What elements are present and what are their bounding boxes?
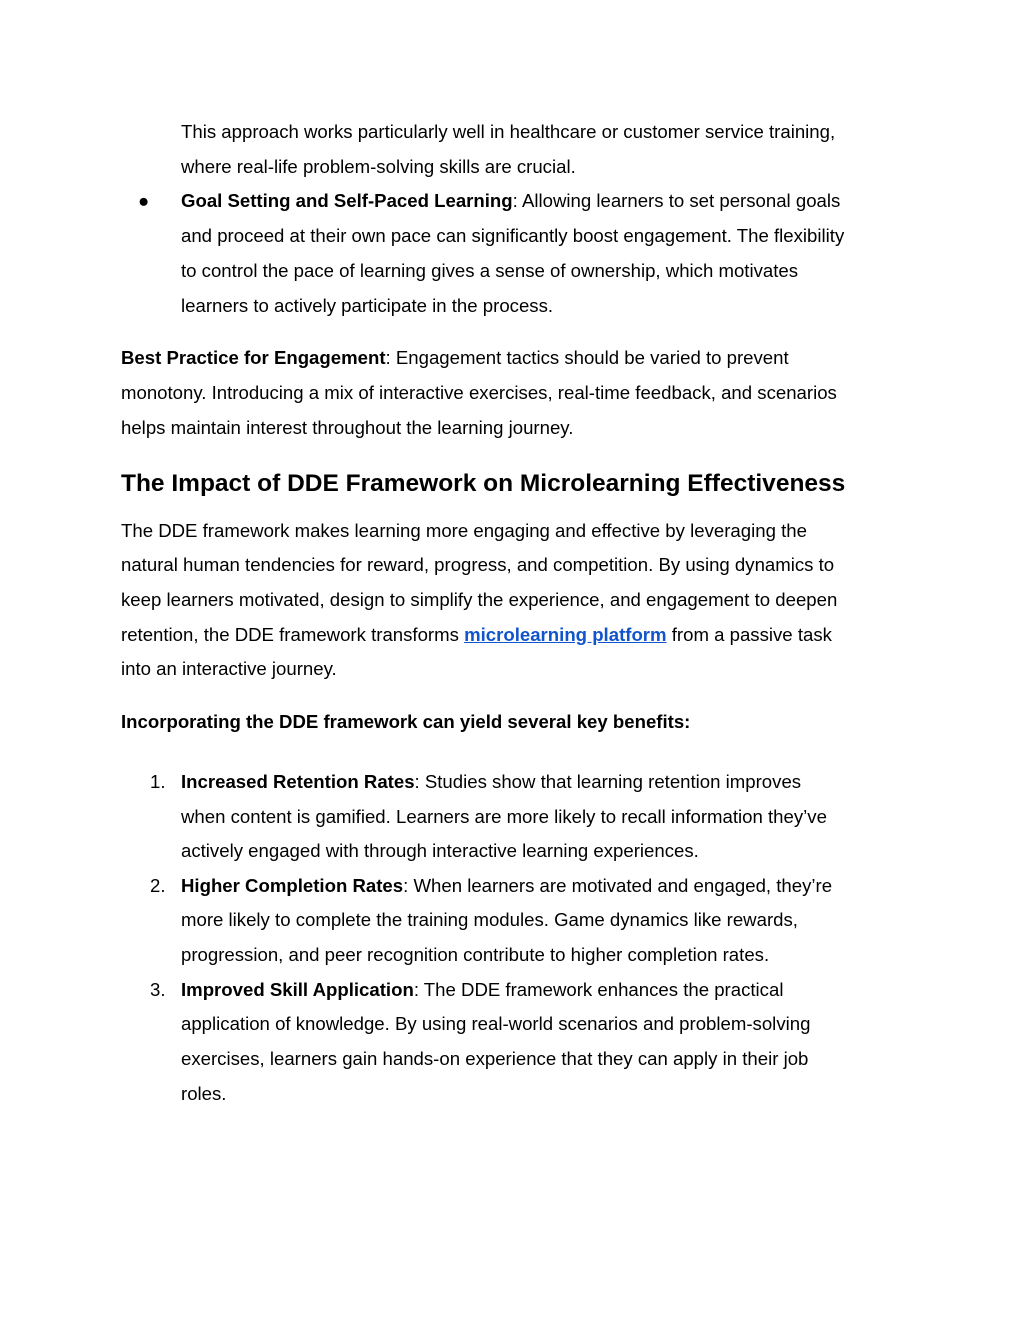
benefit-1-number: 1.	[150, 771, 166, 792]
impact-line-1: The DDE framework makes learning more engaging and effective by leveraging the	[121, 520, 807, 541]
impact-line-5: into an interactive journey.	[121, 658, 337, 679]
benefit-2-line-2: more likely to complete the training modules. Game dynamics like rewards,	[181, 909, 798, 930]
section-heading: The Impact of DDE Framework on Microlearning Effectiveness	[121, 470, 846, 497]
benefit-3-line-3: exercises, learners gain hands-on experience that they can apply in their job	[181, 1048, 809, 1069]
best-practice-line-2: monotony. Introducing a mix of interactive exercises, real-time feedback, and scenarios	[121, 382, 837, 403]
benefit-2-line-3: progression, and peer recognition contribute to higher completion rates.	[181, 944, 770, 965]
intro-continuation-line-1: This approach works particularly well in healthcare or customer service training,	[181, 121, 836, 142]
bullet-goal-line-3: to control the pace of learning gives a sense of ownership, which motivates	[181, 260, 799, 281]
benefit-3-line-2: application of knowledge. By using real-world scenarios and problem-solving	[181, 1013, 811, 1034]
impact-line-2: natural human tendencies for reward, progress, and competition. By using dynamics to	[121, 554, 835, 575]
bullet-goal-line-1	[181, 190, 840, 212]
benefit-1-term: Increased Retention Rates	[181, 771, 415, 792]
benefit-3-text: : The DDE framework enhances the practical	[413, 979, 784, 1000]
best-practice-line-3: helps maintain interest throughout the learning journey.	[121, 417, 574, 438]
benefit-1-text: : Studies show that learning retention improves	[414, 771, 802, 792]
benefit-2-number: 2.	[150, 875, 166, 896]
benefit-1-line-1	[181, 771, 801, 793]
bullet-goal-term: Goal Setting and Self-Paced Learning	[181, 190, 513, 211]
benefit-2-line-1	[181, 875, 832, 897]
impact-line-4-after: from a passive task	[666, 624, 832, 645]
intro-continuation-line-2: where real-life problem-solving skills are crucial.	[181, 156, 576, 177]
impact-line-3: keep learners motivated, design to simplify the experience, and engagement to deepen	[121, 589, 838, 610]
bullet-goal-line-4: learners to actively participate in the process.	[181, 295, 554, 316]
best-practice-line-1	[121, 347, 789, 369]
benefit-2-text: : When learners are motivated and engaged, they’re	[403, 875, 833, 896]
benefit-3-number: 3.	[150, 979, 166, 1000]
bullet-marker: ●	[138, 190, 150, 211]
benefit-3-term: Improved Skill Application	[181, 979, 414, 1000]
best-practice-term: Best Practice for Engagement	[121, 347, 386, 368]
benefits-intro: Incorporating the DDE framework can yield several key benefits:	[121, 711, 691, 732]
benefit-3-line-1	[181, 979, 783, 1001]
benefit-1-line-3: actively engaged with through interactive learning experiences.	[181, 840, 699, 861]
best-practice-text: : Engagement tactics should be varied to prevent	[385, 347, 789, 368]
impact-line-4	[121, 624, 832, 646]
impact-line-4-before: retention, the DDE framework transforms	[121, 624, 465, 645]
benefit-1-line-2: when content is gamified. Learners are more likely to recall information they’ve	[181, 806, 827, 827]
benefit-3-line-4: roles.	[181, 1083, 227, 1104]
microlearning-platform-link[interactable]: microlearning platform	[464, 624, 667, 645]
bullet-goal-text: : Allowing learners to set personal goals	[512, 190, 841, 211]
bullet-goal-line-2: and proceed at their own pace can significantly boost engagement. The flexibility	[181, 225, 845, 246]
benefit-2-term: Higher Completion Rates	[181, 875, 404, 896]
